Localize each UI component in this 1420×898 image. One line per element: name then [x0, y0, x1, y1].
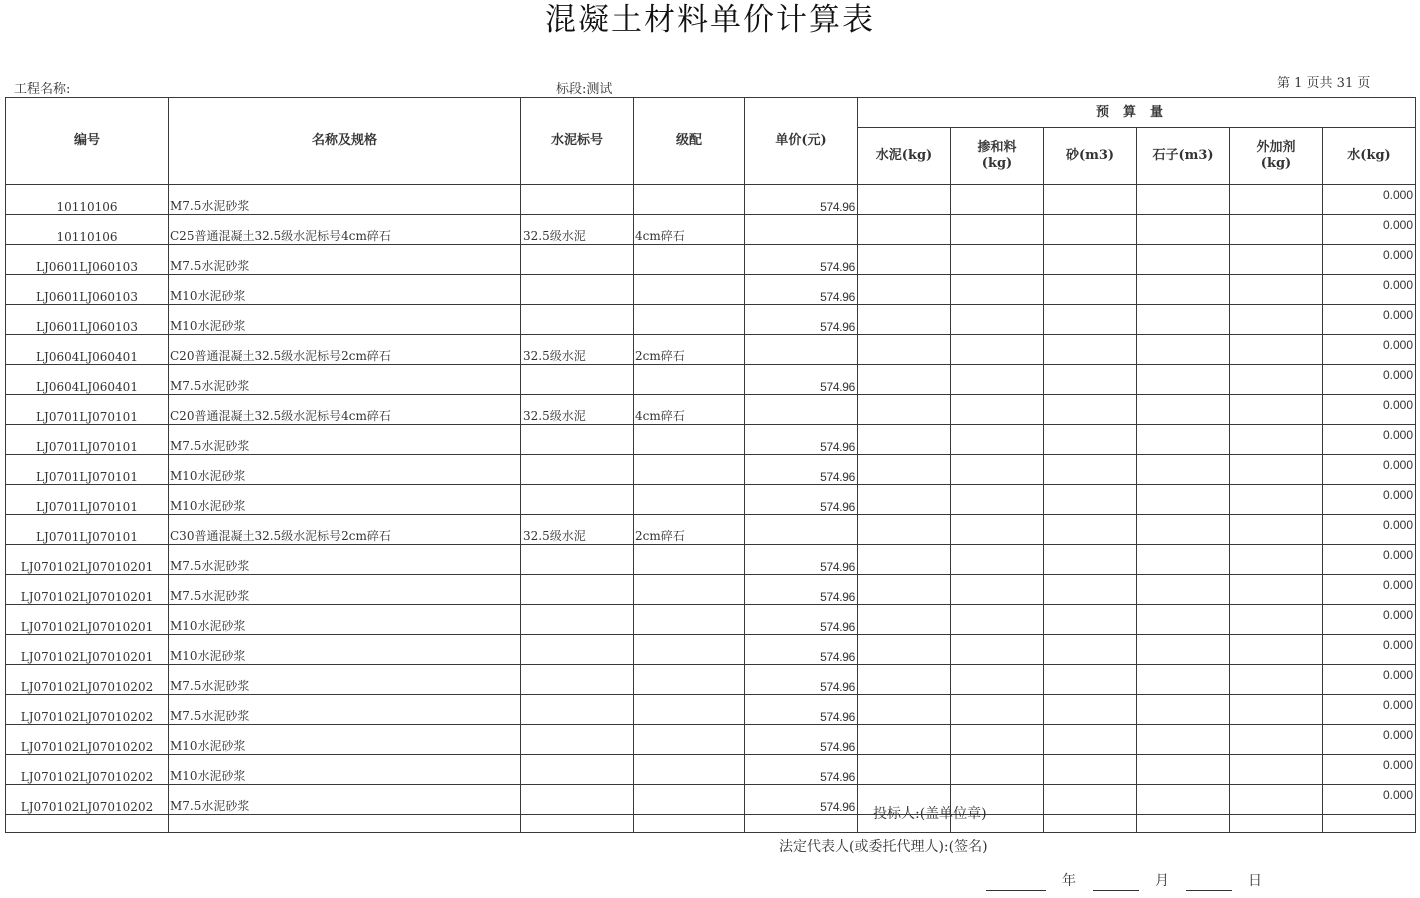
- section-label: 标段:测试: [556, 82, 613, 97]
- cell-additive: [1230, 455, 1323, 485]
- cell-admixture: [951, 335, 1044, 365]
- cell-gradation: 4cm碎石: [634, 215, 745, 245]
- cell-name-spec: M10水泥砂浆: [169, 275, 521, 305]
- cell-admixture: [951, 215, 1044, 245]
- cell-unit-price: 574.96: [745, 545, 858, 575]
- cell-additive: [1230, 335, 1323, 365]
- table-row: [6, 455, 1416, 485]
- project-name-label: 工程名称:: [14, 82, 71, 97]
- cell-cement-grade: [521, 365, 634, 395]
- cell-additive: [1230, 185, 1323, 215]
- cell-stone: [1137, 275, 1230, 305]
- cell-unit-price: 574.96: [745, 275, 858, 305]
- cell-sand: [1044, 665, 1137, 695]
- cell-additive: [1230, 695, 1323, 725]
- month-label: 月: [1155, 873, 1169, 889]
- header-cement-kg: 水泥(kg): [858, 128, 951, 185]
- cell-stone: [1137, 725, 1230, 755]
- cell-additive: [1230, 305, 1323, 335]
- cell-unit-price: 574.96: [745, 305, 858, 335]
- cell-cement-kg: [858, 485, 951, 515]
- cell-gradation: 2cm碎石: [634, 335, 745, 365]
- header-water: 水(kg): [1323, 128, 1416, 185]
- cell-code: LJ070102LJ07010202: [6, 725, 169, 755]
- cell-additive: [1230, 635, 1323, 665]
- cell-sand: [1044, 245, 1137, 275]
- cell-cement-kg: [858, 755, 951, 785]
- empty-cell: [169, 815, 521, 833]
- empty-cell: [1044, 815, 1137, 833]
- cell-unit-price: 574.96: [745, 455, 858, 485]
- cell-cement-kg: [858, 215, 951, 245]
- cell-cement-kg: [858, 635, 951, 665]
- table-row: [6, 575, 1416, 605]
- cell-name-spec: M10水泥砂浆: [169, 455, 521, 485]
- cell-gradation: [634, 365, 745, 395]
- cell-name-spec: M10水泥砂浆: [169, 485, 521, 515]
- cell-name-spec: M10水泥砂浆: [169, 305, 521, 335]
- cell-name-spec: M7.5水泥砂浆: [169, 425, 521, 455]
- cell-gradation: [634, 665, 745, 695]
- table-row: [6, 275, 1416, 305]
- cell-unit-price: 574.96: [745, 245, 858, 275]
- cell-code: LJ0604LJ060401: [6, 365, 169, 395]
- cell-gradation: [634, 755, 745, 785]
- cell-code: LJ0601LJ060103: [6, 305, 169, 335]
- cell-cement-grade: [521, 755, 634, 785]
- cell-name-spec: M7.5水泥砂浆: [169, 665, 521, 695]
- empty-cell: [6, 815, 169, 833]
- cell-stone: [1137, 575, 1230, 605]
- cell-cement-kg: [858, 695, 951, 725]
- cell-code: LJ070102LJ07010201: [6, 635, 169, 665]
- cell-cement-grade: [521, 635, 634, 665]
- empty-cell: [1323, 815, 1416, 833]
- cell-cement-kg: [858, 245, 951, 275]
- header-admixture: [951, 128, 1044, 185]
- cell-cement-kg: [858, 185, 951, 215]
- cell-name-spec: M7.5水泥砂浆: [169, 245, 521, 275]
- cell-additive: [1230, 665, 1323, 695]
- cell-sand: [1044, 305, 1137, 335]
- cell-code: LJ0701LJ070101: [6, 455, 169, 485]
- cell-gradation: [634, 545, 745, 575]
- cell-additive: [1230, 605, 1323, 635]
- cell-code: LJ0701LJ070101: [6, 395, 169, 425]
- cell-water: 0.000: [1323, 365, 1416, 395]
- cell-water: 0.000: [1323, 485, 1416, 515]
- cell-unit-price: 574.96: [745, 635, 858, 665]
- cell-water: 0.000: [1323, 545, 1416, 575]
- cell-stone: [1137, 365, 1230, 395]
- header-cement-grade: 水泥标号: [521, 98, 634, 185]
- cell-cement-kg: [858, 275, 951, 305]
- cell-name-spec: M10水泥砂浆: [169, 635, 521, 665]
- cell-unit-price: [745, 515, 858, 545]
- cell-stone: [1137, 695, 1230, 725]
- cell-gradation: [634, 305, 745, 335]
- cell-water: 0.000: [1323, 245, 1416, 275]
- year-label: 年: [1062, 873, 1076, 889]
- cell-code: LJ0701LJ070101: [6, 485, 169, 515]
- cell-admixture: [951, 455, 1044, 485]
- table-row: [6, 515, 1416, 545]
- header-admixture-line1: 掺和料: [977, 140, 1017, 155]
- cell-admixture: [951, 395, 1044, 425]
- empty-cell: [634, 815, 745, 833]
- cell-name-spec: C20普通混凝土32.5级水泥标号4cm碎石: [169, 395, 521, 425]
- cell-unit-price: 574.96: [745, 695, 858, 725]
- cell-gradation: [634, 785, 745, 815]
- cell-admixture: [951, 275, 1044, 305]
- cell-cement-grade: [521, 485, 634, 515]
- cell-water: 0.000: [1323, 185, 1416, 215]
- cell-cement-grade: 32.5级水泥: [521, 395, 634, 425]
- cell-cement-grade: 32.5级水泥: [521, 515, 634, 545]
- cell-cement-grade: [521, 425, 634, 455]
- cell-code: 10110106: [6, 185, 169, 215]
- cell-gradation: 4cm碎石: [634, 395, 745, 425]
- cell-additive: [1230, 215, 1323, 245]
- cell-name-spec: M7.5水泥砂浆: [169, 185, 521, 215]
- cell-code: LJ0601LJ060103: [6, 245, 169, 275]
- cell-sand: [1044, 455, 1137, 485]
- cell-stone: [1137, 185, 1230, 215]
- cell-name-spec: C30普通混凝土32.5级水泥标号2cm碎石: [169, 515, 521, 545]
- cell-sand: [1044, 365, 1137, 395]
- cell-admixture: [951, 365, 1044, 395]
- cell-cement-grade: [521, 605, 634, 635]
- table-row: [6, 635, 1416, 665]
- cell-cement-kg: [858, 455, 951, 485]
- cell-unit-price: 574.96: [745, 725, 858, 755]
- cell-stone: [1137, 605, 1230, 635]
- header-budget-quantity: [858, 98, 1416, 128]
- cell-unit-price: 574.96: [745, 365, 858, 395]
- cell-water: 0.000: [1323, 695, 1416, 725]
- budget-quantity-label: 预算量: [1095, 104, 1177, 120]
- cell-gradation: [634, 485, 745, 515]
- cell-admixture: [951, 305, 1044, 335]
- cell-stone: [1137, 245, 1230, 275]
- cell-unit-price: 574.96: [745, 785, 858, 815]
- year-blank[interactable]: [986, 890, 1046, 891]
- header-name-spec: 名称及规格: [169, 98, 521, 185]
- table-row: [6, 335, 1416, 365]
- document-title: 混凝土材料单价计算表: [545, 2, 875, 38]
- cell-water: 0.000: [1323, 755, 1416, 785]
- cell-code: LJ070102LJ07010202: [6, 665, 169, 695]
- cell-cement-grade: [521, 455, 634, 485]
- cell-gradation: [634, 455, 745, 485]
- day-label: 日: [1248, 873, 1262, 889]
- cell-water: 0.000: [1323, 665, 1416, 695]
- cell-code: 10110106: [6, 215, 169, 245]
- cell-water: 0.000: [1323, 635, 1416, 665]
- table-row: [6, 695, 1416, 725]
- cell-gradation: [634, 425, 745, 455]
- cell-admixture: [951, 545, 1044, 575]
- cell-admixture: [951, 185, 1044, 215]
- cell-cement-kg: [858, 305, 951, 335]
- bidder-signature-label: 投标人:(盖单位章): [873, 806, 987, 822]
- cell-cement-grade: [521, 665, 634, 695]
- cell-cement-kg: [858, 515, 951, 545]
- header-unit-price: 单价(元): [745, 98, 858, 185]
- cell-admixture: [951, 485, 1044, 515]
- cell-cement-kg: [858, 725, 951, 755]
- cell-additive: [1230, 425, 1323, 455]
- cell-additive: [1230, 275, 1323, 305]
- header-sand: 砂(m3): [1044, 128, 1137, 185]
- cell-sand: [1044, 545, 1137, 575]
- cell-cement-grade: [521, 785, 634, 815]
- cell-stone: [1137, 485, 1230, 515]
- table-body: [6, 185, 1416, 833]
- cell-stone: [1137, 425, 1230, 455]
- cell-sand: [1044, 605, 1137, 635]
- cell-unit-price: 574.96: [745, 605, 858, 635]
- cell-gradation: [634, 275, 745, 305]
- cell-gradation: [634, 635, 745, 665]
- month-blank[interactable]: [1093, 890, 1139, 891]
- cell-unit-price: 574.96: [745, 425, 858, 455]
- cell-gradation: [634, 725, 745, 755]
- cell-admixture: [951, 725, 1044, 755]
- cell-code: LJ0701LJ070101: [6, 425, 169, 455]
- table-row: [6, 605, 1416, 635]
- price-calculation-table: [5, 97, 1416, 833]
- cell-code: LJ070102LJ07010202: [6, 695, 169, 725]
- cell-sand: [1044, 515, 1137, 545]
- cell-name-spec: M7.5水泥砂浆: [169, 365, 521, 395]
- cell-stone: [1137, 455, 1230, 485]
- cell-additive: [1230, 395, 1323, 425]
- cell-water: 0.000: [1323, 725, 1416, 755]
- table-row: [6, 395, 1416, 425]
- cell-code: LJ0701LJ070101: [6, 515, 169, 545]
- cell-gradation: [634, 185, 745, 215]
- cell-water: 0.000: [1323, 785, 1416, 815]
- cell-cement-kg: [858, 425, 951, 455]
- cell-cement-grade: 32.5级水泥: [521, 215, 634, 245]
- cell-gradation: [634, 245, 745, 275]
- cell-sand: [1044, 695, 1137, 725]
- cell-sand: [1044, 485, 1137, 515]
- cell-water: 0.000: [1323, 575, 1416, 605]
- cell-admixture: [951, 425, 1044, 455]
- cell-cement-grade: [521, 575, 634, 605]
- cell-admixture: [951, 665, 1044, 695]
- cell-gradation: [634, 575, 745, 605]
- cell-sand: [1044, 275, 1137, 305]
- cell-water: 0.000: [1323, 605, 1416, 635]
- cell-cement-kg: [858, 665, 951, 695]
- cell-name-spec: M7.5水泥砂浆: [169, 575, 521, 605]
- cell-admixture: [951, 755, 1044, 785]
- cell-cement-grade: [521, 245, 634, 275]
- cell-sand: [1044, 575, 1137, 605]
- header-additive-line2: (kg): [1260, 156, 1292, 171]
- cell-name-spec: M10水泥砂浆: [169, 725, 521, 755]
- cell-name-spec: M10水泥砂浆: [169, 605, 521, 635]
- header-stone: 石子(m3): [1137, 128, 1230, 185]
- cell-code: LJ070102LJ07010202: [6, 785, 169, 815]
- table-row: [6, 305, 1416, 335]
- cell-admixture: [951, 695, 1044, 725]
- cell-sand: [1044, 185, 1137, 215]
- cell-cement-kg: [858, 365, 951, 395]
- legal-representative-label: 法定代表人(或委托代理人):(签名): [779, 839, 988, 855]
- cell-stone: [1137, 635, 1230, 665]
- cell-additive: [1230, 515, 1323, 545]
- cell-name-spec: M7.5水泥砂浆: [169, 785, 521, 815]
- header-gradation: 级配: [634, 98, 745, 185]
- cell-additive: [1230, 785, 1323, 815]
- cell-sand: [1044, 335, 1137, 365]
- cell-admixture: [951, 515, 1044, 545]
- cell-gradation: 2cm碎石: [634, 515, 745, 545]
- cell-name-spec: M7.5水泥砂浆: [169, 545, 521, 575]
- cell-gradation: [634, 605, 745, 635]
- cell-admixture: [951, 245, 1044, 275]
- header-additive: [1230, 128, 1323, 185]
- cell-code: LJ070102LJ07010201: [6, 545, 169, 575]
- cell-additive: [1230, 245, 1323, 275]
- cell-name-spec: M10水泥砂浆: [169, 755, 521, 785]
- table-row: [6, 425, 1416, 455]
- table-row: [6, 215, 1416, 245]
- cell-sand: [1044, 425, 1137, 455]
- cell-cement-grade: 32.5级水泥: [521, 335, 634, 365]
- cell-stone: [1137, 665, 1230, 695]
- table-row: [6, 755, 1416, 785]
- table-row: [6, 665, 1416, 695]
- cell-additive: [1230, 485, 1323, 515]
- cell-code: LJ0601LJ060103: [6, 275, 169, 305]
- cell-unit-price: 574.96: [745, 575, 858, 605]
- empty-cell: [1137, 815, 1230, 833]
- cell-water: 0.000: [1323, 335, 1416, 365]
- cell-stone: [1137, 545, 1230, 575]
- cell-sand: [1044, 725, 1137, 755]
- cell-water: 0.000: [1323, 395, 1416, 425]
- cell-water: 0.000: [1323, 425, 1416, 455]
- empty-cell: [1230, 815, 1323, 833]
- cell-additive: [1230, 755, 1323, 785]
- empty-cell: [745, 815, 858, 833]
- table-row: [6, 725, 1416, 755]
- page-number: 第 1 页共 31 页: [1277, 76, 1371, 91]
- cell-code: LJ070102LJ07010201: [6, 605, 169, 635]
- cell-unit-price: 574.96: [745, 665, 858, 695]
- header-code: 编号: [6, 98, 169, 185]
- cell-stone: [1137, 785, 1230, 815]
- cell-sand: [1044, 635, 1137, 665]
- cell-admixture: [951, 575, 1044, 605]
- cell-name-spec: M7.5水泥砂浆: [169, 695, 521, 725]
- cell-unit-price: 574.96: [745, 485, 858, 515]
- header-additive-line1: 外加剂: [1256, 140, 1296, 155]
- cell-additive: [1230, 545, 1323, 575]
- table-row: [6, 365, 1416, 395]
- cell-stone: [1137, 305, 1230, 335]
- table-row: [6, 185, 1416, 215]
- cell-admixture: [951, 605, 1044, 635]
- table-row: [6, 785, 1416, 815]
- cell-unit-price: [745, 395, 858, 425]
- cell-stone: [1137, 515, 1230, 545]
- cell-unit-price: 574.96: [745, 755, 858, 785]
- cell-stone: [1137, 755, 1230, 785]
- cell-water: 0.000: [1323, 305, 1416, 335]
- cell-cement-grade: [521, 545, 634, 575]
- cell-stone: [1137, 215, 1230, 245]
- cell-sand: [1044, 395, 1137, 425]
- cell-unit-price: [745, 335, 858, 365]
- cell-cement-grade: [521, 185, 634, 215]
- cell-water: 0.000: [1323, 275, 1416, 305]
- table-row: [6, 545, 1416, 575]
- cell-sand: [1044, 215, 1137, 245]
- cell-additive: [1230, 575, 1323, 605]
- table-row: [6, 485, 1416, 515]
- header-admixture-line2: (kg): [981, 156, 1013, 171]
- day-blank[interactable]: [1186, 890, 1232, 891]
- cell-cement-kg: [858, 395, 951, 425]
- cell-additive: [1230, 365, 1323, 395]
- cell-unit-price: 574.96: [745, 185, 858, 215]
- cell-water: 0.000: [1323, 455, 1416, 485]
- table-row: [6, 245, 1416, 275]
- cell-code: LJ070102LJ07010202: [6, 755, 169, 785]
- empty-cell: [521, 815, 634, 833]
- cell-name-spec: C25普通混凝土32.5级水泥标号4cm碎石: [169, 215, 521, 245]
- cell-stone: [1137, 335, 1230, 365]
- cell-sand: [1044, 755, 1137, 785]
- cell-cement-grade: [521, 695, 634, 725]
- cell-admixture: [951, 635, 1044, 665]
- cell-gradation: [634, 695, 745, 725]
- cell-code: LJ0604LJ060401: [6, 335, 169, 365]
- cell-cement-kg: [858, 335, 951, 365]
- cell-cement-grade: [521, 305, 634, 335]
- cell-water: 0.000: [1323, 215, 1416, 245]
- cell-cement-grade: [521, 275, 634, 305]
- cell-code: LJ070102LJ07010201: [6, 575, 169, 605]
- empty-row: [6, 815, 1416, 833]
- cell-cement-kg: [858, 575, 951, 605]
- cell-stone: [1137, 395, 1230, 425]
- cell-water: 0.000: [1323, 515, 1416, 545]
- cell-additive: [1230, 725, 1323, 755]
- cell-cement-kg: [858, 545, 951, 575]
- cell-name-spec: C20普通混凝土32.5级水泥标号2cm碎石: [169, 335, 521, 365]
- cell-cement-kg: [858, 605, 951, 635]
- cell-cement-grade: [521, 725, 634, 755]
- cell-unit-price: [745, 215, 858, 245]
- cell-sand: [1044, 785, 1137, 815]
